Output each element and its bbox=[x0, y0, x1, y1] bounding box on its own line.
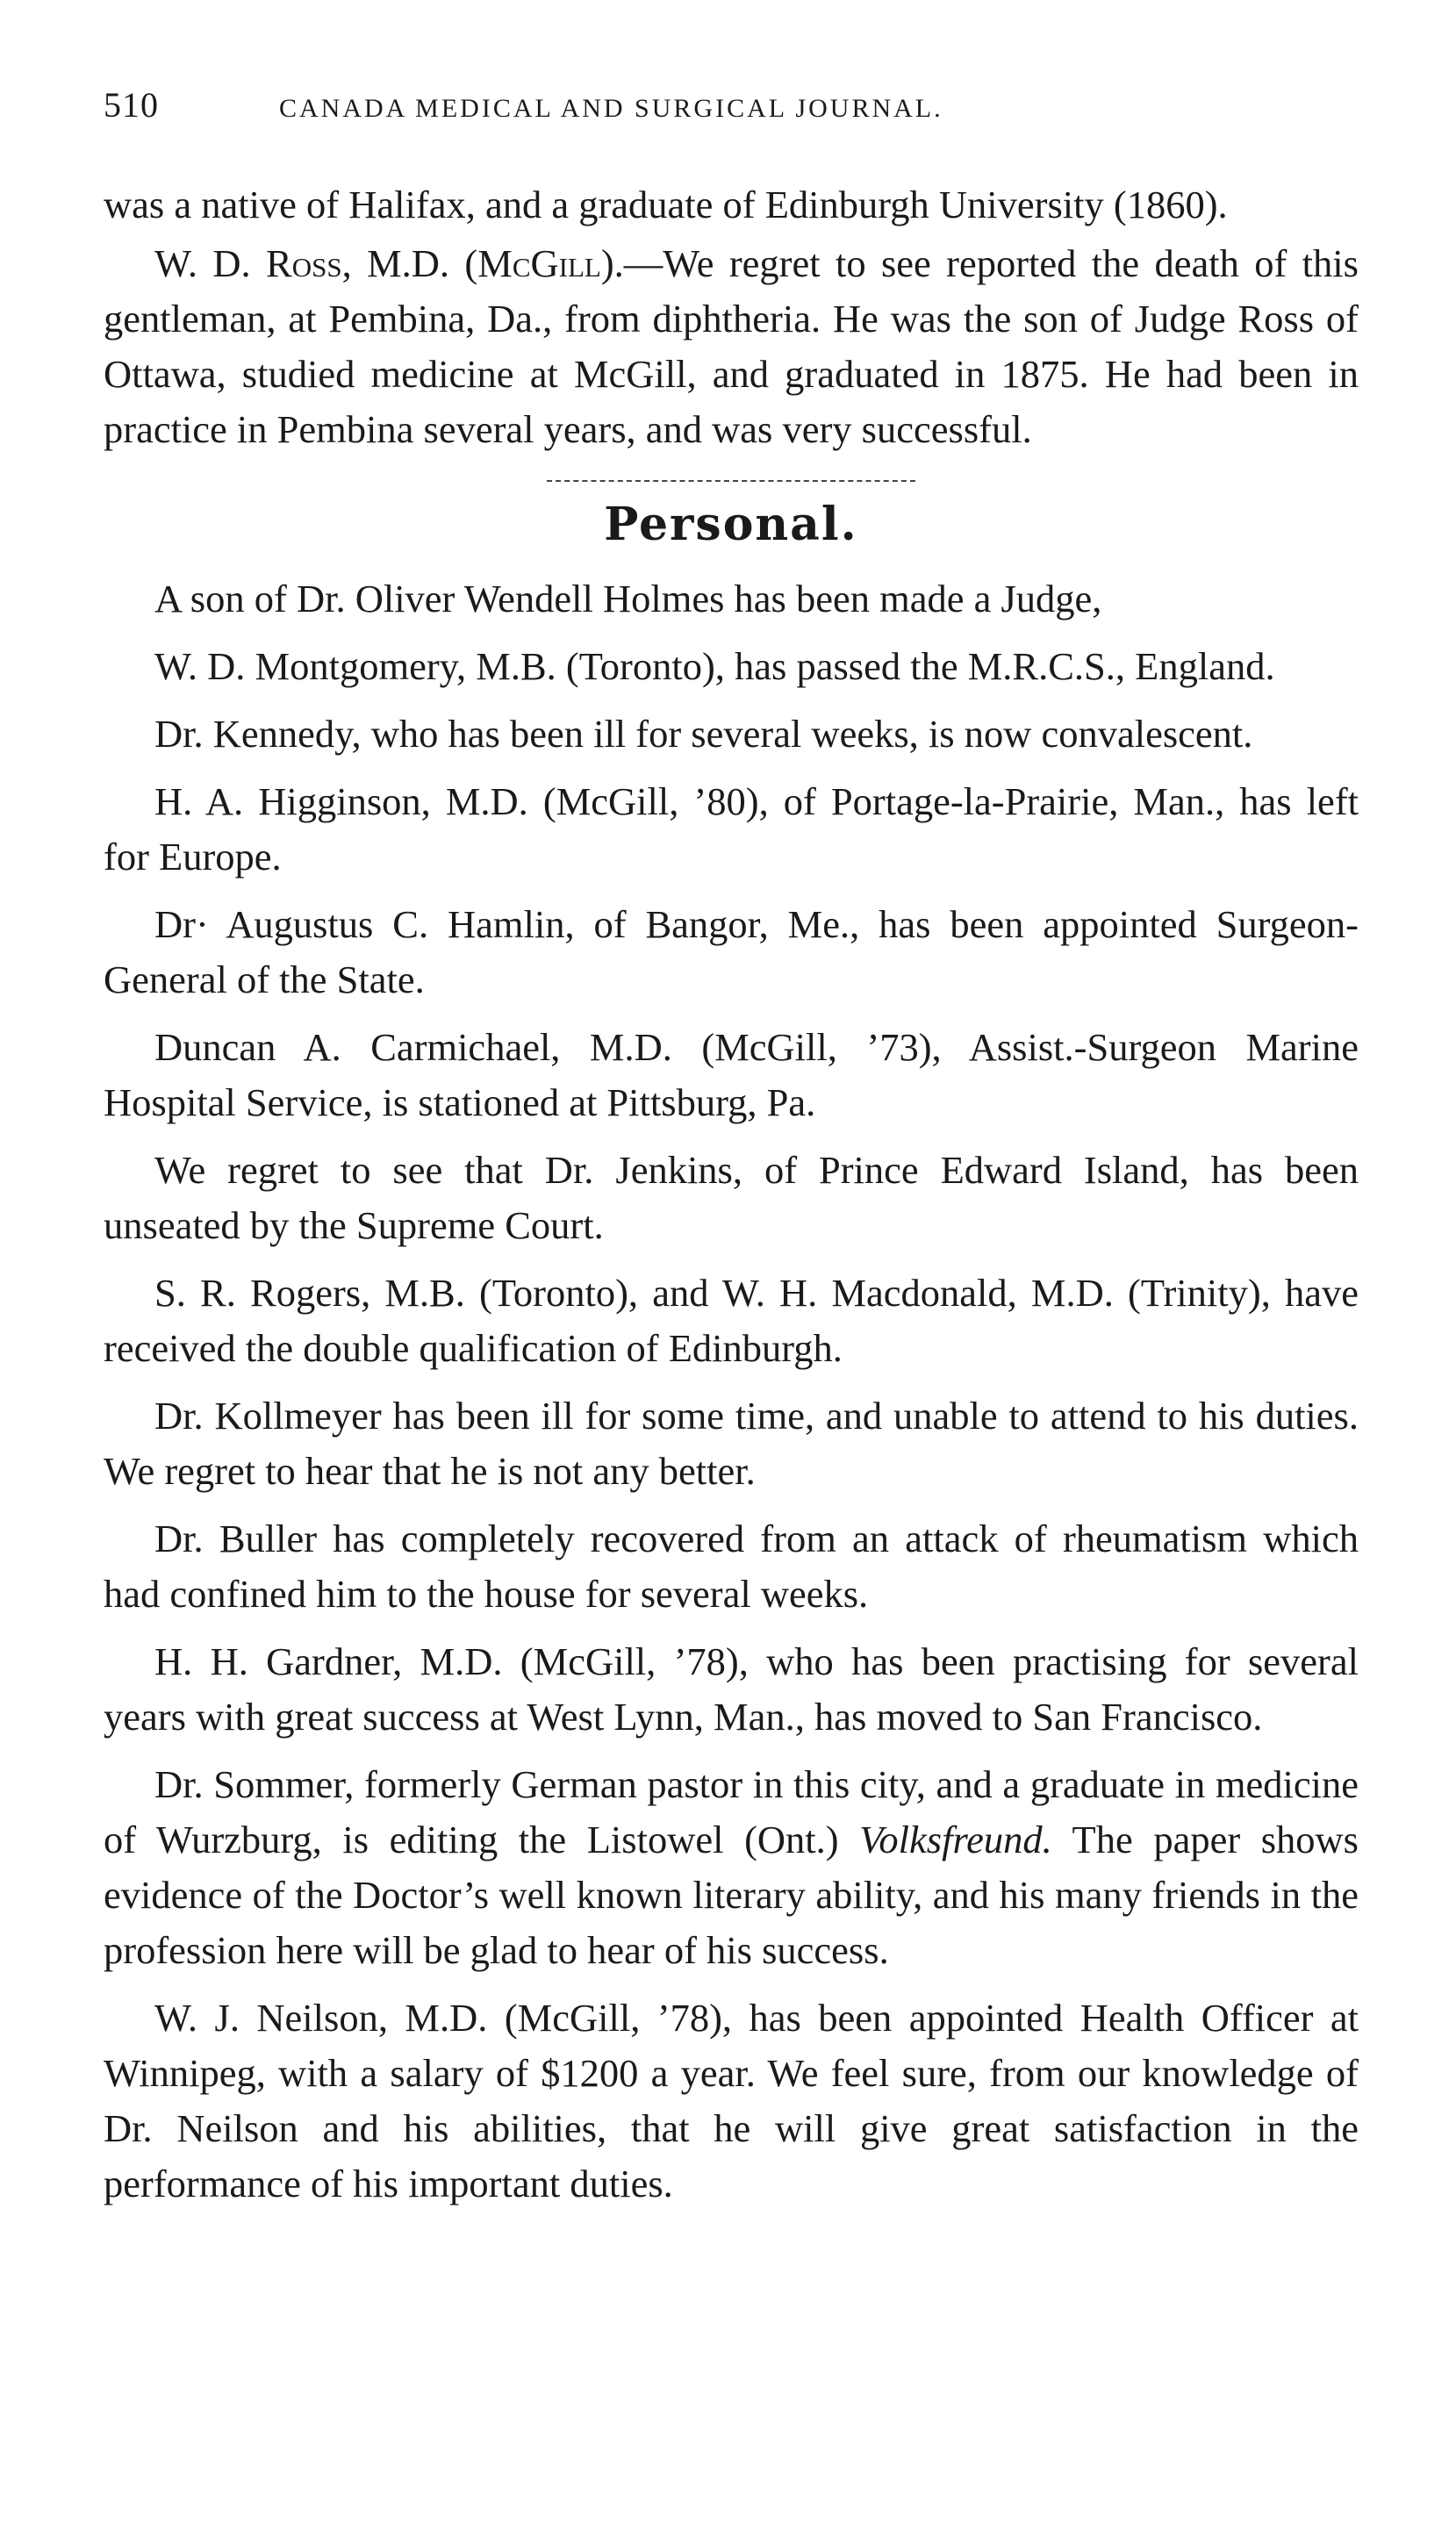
obituary-ross bbox=[104, 236, 1359, 457]
sommer-text-before: Dr. Sommer, formerly German pastor in this city, and a graduate in medicine of Wurzburg, is editing the Listowel (Ont.) bbox=[104, 1762, 1359, 1861]
personal-item-jenkins: We regret to see that Dr. Jenkins, of Prince Edward Island, has been unseated by the Supreme Court. bbox=[104, 1148, 1359, 1247]
page-number: 510 bbox=[104, 85, 159, 125]
journal-page bbox=[104, 84, 1359, 2212]
sommer-text-after: The paper shows evidence of the Doctor’s well known literary ability, and his many friends in the profession here will be glad to hear of his success. bbox=[104, 1818, 1359, 1972]
personal-item-buller: Dr. Buller has completely recovered from an attack of rheumatism which had confined him to the house for several weeks. bbox=[104, 1517, 1359, 1616]
personal-item-holmes: A son of Dr. Oliver Wendell Holmes has been made a Judge, bbox=[154, 577, 1102, 620]
personal-item-gardner: H. H. Gardner, M.D. (McGill, ’78), who has been practising for several years with great success at West Lynn, Man., has moved to San Francisco. bbox=[104, 1639, 1359, 1739]
journal-title: CANADA MEDICAL AND SURGICAL JOURNAL. bbox=[279, 94, 943, 123]
volksfreund-title: Volksfreund. bbox=[859, 1818, 1052, 1861]
personal-item-rogers-macdonald: S. R. Rogers, M.B. (Toronto), and W. H. Macdonald, M.D. (Trinity), have received the double qualification of Edinburgh. bbox=[104, 1271, 1359, 1370]
personal-item-sommer bbox=[104, 1757, 1359, 1978]
section-heading-personal: Personal. bbox=[604, 498, 858, 551]
personal-item-higginson: H. A. Higginson, M.D. (McGill, ’80), of Portage-la-Prairie, Man., has left for Europe. bbox=[104, 779, 1359, 879]
running-head bbox=[104, 84, 1359, 133]
section-divider bbox=[547, 480, 915, 482]
personal-item-montgomery: W. D. Montgomery, M.B. (Toronto), has passed the M.R.C.S., England. bbox=[154, 644, 1275, 688]
personal-item-kennedy: Dr. Kennedy, who has been ill for several weeks, is now convalescent. bbox=[154, 712, 1253, 756]
personal-item-hamlin: Dr· Augustus C. Hamlin, of Bangor, Me., has been appointed Surgeon-General of the State. bbox=[104, 902, 1359, 1001]
personal-item-carmichael: Duncan A. Carmichael, M.D. (McGill, ’73), Assist.-Surgeon Marine Hospital Service, is stationed at Pittsburg, Pa. bbox=[104, 1025, 1359, 1124]
obituary-ross-name: W. D. Ross, M.D. (McGill). bbox=[154, 241, 624, 285]
personal-item-neilson: W. J. Neilson, M.D. (McGill, ’78), has been appointed Health Officer at Winnipeg, with a salary of $1200 a year. We feel sure, from our knowledge of Dr. Neilson and his abilities, that he will give great satisfaction in the performance of his important duties. bbox=[104, 1996, 1359, 2205]
obituary-ross-text: —We regret to see reported the death of this gentleman, at Pembina, Da., from diphtheria. He was the son of Judge Ross of Ottawa, studied medicine at McGill, and graduated in 1875. He had been in practice in Pembina several years, and was very successful. bbox=[104, 241, 1359, 451]
personal-item-kollmeyer: Dr. Kollmeyer has been ill for some time, and unable to attend to his duties. We regret to hear that he is not any better. bbox=[104, 1394, 1359, 1493]
obituary-continuation: was a native of Halifax, and a graduate of Edinburgh University (1860). bbox=[104, 183, 1228, 226]
